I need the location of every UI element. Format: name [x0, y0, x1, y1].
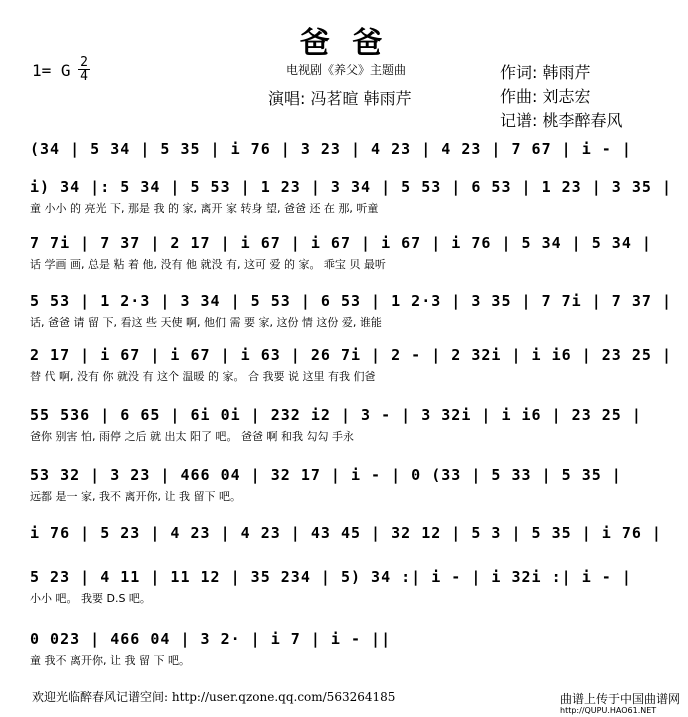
- lyricist: 作词: 韩雨芹: [500, 63, 591, 82]
- notation-line: 7 7i | 7 37 | 2 17 | i 67 | i 67 | i 67 | i 76 | 5 34 | 5 34 |: [30, 234, 652, 252]
- lyric-line: 替 代 啊, 没有 你 就没 有 这个 温暖 的 家。 合 我要 说 这里 有我 们爸: [30, 370, 376, 383]
- watermark-url: http://QUPU.HAO61.NET: [560, 706, 657, 715]
- lyric-line: 童 我不 离开你, 让 我 留 下 吧。: [30, 654, 190, 667]
- subtitle: 电视剧《养父》主题曲: [286, 63, 407, 77]
- notation-line: 2 17 | i 67 | i 67 | i 63 | 26 7i | 2 - | 2 32i | i i6 | 23 25 |: [30, 346, 672, 364]
- notation-line: 5 53 | 1 2·3 | 3 34 | 5 53 | 6 53 | 1 2·3 | 3 35 | 7 7i | 7 37 |: [30, 292, 672, 310]
- notation-line: 0 023 | 466 04 | 3 2· | i 7 | i - ||: [30, 630, 392, 648]
- lyric-line: 小小 吧。 我要 D.S 吧。: [30, 592, 151, 605]
- notation-line: (34 | 5 34 | 5 35 | i 76 | 3 23 | 4 23 | 4 23 | 7 67 | i - |: [30, 140, 632, 158]
- meter-numerator: 2: [78, 56, 90, 70]
- composer: 作曲: 刘志宏: [500, 87, 591, 106]
- key-signature: 1= G: [32, 61, 71, 80]
- time-signature: [78, 56, 90, 83]
- footer-note: 欢迎光临醉春风记谱空间: http://user.qzone.qq.com/563264185: [32, 690, 396, 704]
- lyric-line: 童 小小 的 亮光 下, 那是 我 的 家, 离开 家 转身 望, 爸爸 还 在 那, 听童: [30, 202, 379, 215]
- lyric-line: 话 学画 画, 总是 粘 着 他, 没有 他 就没 有, 这可 爱 的 家。 乖宝 贝 最听: [30, 258, 386, 271]
- transcriber: 记谱: 桃李醉春风: [500, 111, 623, 130]
- notation-line: 55 536 | 6 65 | 6i 0i | 232 i2 | 3 - | 3 32i | i i6 | 23 25 |: [30, 406, 642, 424]
- notation-line: i 76 | 5 23 | 4 23 | 4 23 | 43 45 | 32 12 | 5 3 | 5 35 | i 76 |: [30, 524, 662, 542]
- watermark-text: 曲谱上传于中国曲谱网: [560, 692, 681, 706]
- notation-line: 5 23 | 4 11 | 11 12 | 35 234 | 5) 34 :| i - | i 32i :| i - |: [30, 568, 632, 586]
- notation-line: i) 34 |: 5 34 | 5 53 | 1 23 | 3 34 | 5 53 | 6 53 | 1 23 | 3 35 |: [30, 178, 672, 196]
- lyric-line: 话, 爸爸 请 留 下, 看这 些 天使 啊, 他们 需 要 家, 这份 情 这份 爱, 谁能: [30, 316, 382, 329]
- notation-line: 53 32 | 3 23 | 466 04 | 32 17 | i - | 0 (33 | 5 33 | 5 35 |: [30, 466, 622, 484]
- meter-denominator: 4: [80, 69, 88, 84]
- lyric-line: 远都 是一 家, 我不 离开你, 让 我 留下 吧。: [30, 490, 241, 503]
- score-title: 爸 爸: [299, 26, 389, 61]
- singers: 演唱: 冯茗暄 韩雨芹: [268, 89, 412, 108]
- lyric-line: 爸你 别害 怕, 雨停 之后 就 出太 阳了 吧。 爸爸 啊 和我 勾勾 手永: [30, 430, 354, 443]
